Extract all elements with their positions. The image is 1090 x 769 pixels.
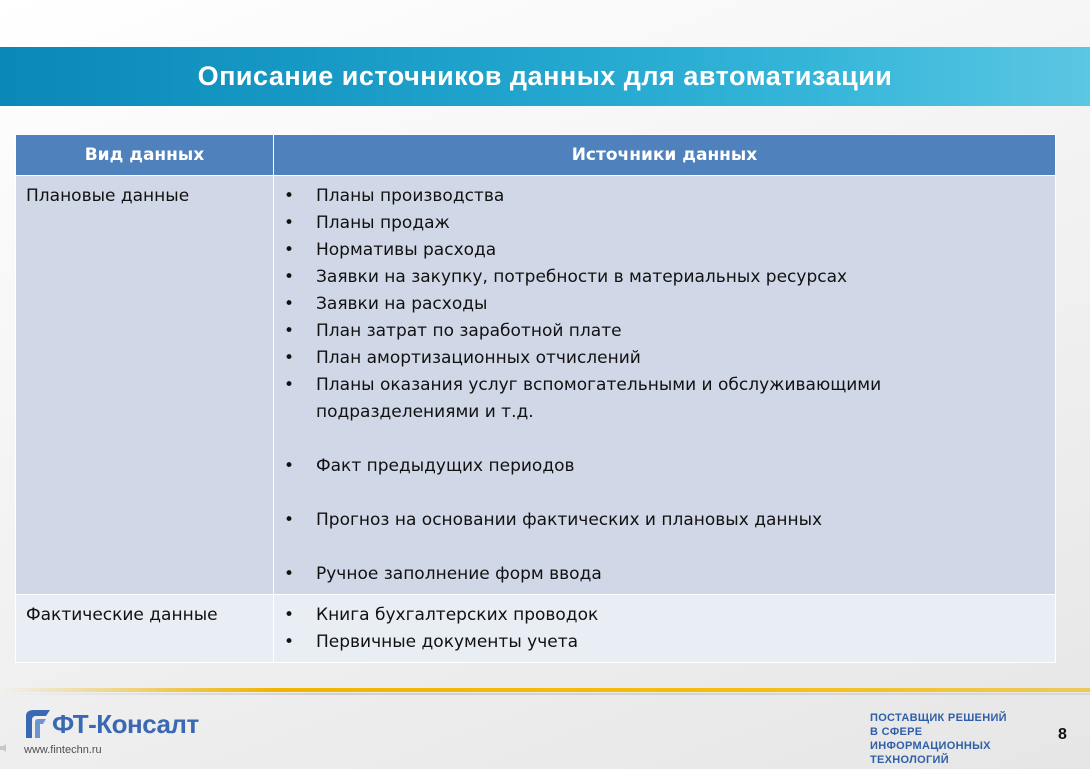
page-number: 8 [1058,726,1067,743]
list-item: • Заявки на закупку, потребности в материальных ресурсах [284,264,1045,291]
sources-list [284,561,1045,588]
list-item: • Факт предыдущих периодов [284,453,1045,480]
data-sources-table [15,134,1056,663]
table-header-row [16,135,1056,176]
footer-divider-shadow [0,693,1090,695]
list-item: • Прогноз на основании фактических и плановых данных [284,507,1045,534]
slide-title: Описание источников данных для автоматизации [197,61,893,91]
list-item: • Книга бухгалтерских проводок [284,602,1045,629]
cell-sources [274,595,1056,663]
sources-list [284,453,1045,480]
website-url: www.fintechn.ru [24,744,102,756]
list-item: • Планы оказания услуг вспомогательными и обслуживающими подразделениями и т.д. [284,372,1045,426]
list-item: • Заявки на расходы [284,291,1045,318]
footer-divider [0,688,1090,692]
cell-sources [274,176,1056,595]
logo-mark-icon [24,708,52,740]
sources-list [284,183,1045,426]
logo-text: ФТ-Консалт [52,709,199,739]
cell-data-type: Плановые данные [16,176,274,595]
sources-list [284,507,1045,534]
column-header-data-type: Вид данных [16,135,274,176]
tagline-line: ИНФОРМАЦИОННЫХ [870,740,991,752]
title-bar [0,47,1090,106]
column-header-data-sources: Источники данных [274,135,1056,176]
list-item: • Планы продаж [284,210,1045,237]
sources-list [284,602,1045,656]
table-row-actual [16,595,1056,663]
tagline-line: ПОСТАВЩИК РЕШЕНИЙ [870,712,1007,724]
list-item: • План амортизационных отчислений [284,345,1045,372]
list-item: • План затрат по заработной плате [284,318,1045,345]
tagline-line: В СФЕРЕ [870,726,923,738]
tagline-line: ТЕХНОЛОГИЙ [870,754,949,766]
list-item: • Первичные документы учета [284,629,1045,656]
list-item: • Планы производства [284,183,1045,210]
list-item: • Ручное заполнение форм ввода [284,561,1045,588]
list-item: • Нормативы расхода [284,237,1045,264]
cell-data-type: Фактические данные [16,595,274,663]
speaker-icon [0,744,10,752]
table-row-planned [16,176,1056,595]
company-tagline [870,711,1007,767]
